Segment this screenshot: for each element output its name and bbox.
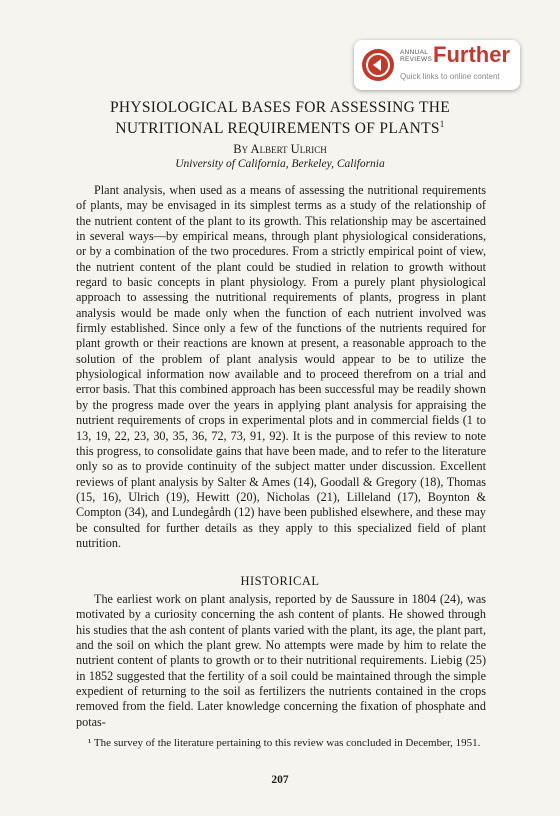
body-paragraph-2: The earliest work on plant analysis, reported by de Saussure in 1804 (24), was motivated by a curiosity concerning the ash content of plants. He showed through his studies that the ash content of plants varied with the plant, its age, the plant part, and the soil on which the plant grew. No attempts were made by him to relate the nutrient content of plants to growth or to their nutritional requirements. Liebig (25) in 1852 suggested that the fertility of a soil could be maintained through the simple expedient of returning to the soil as fertilizers the nutrients contained in the crops removed from the field. Later knowledge concerning the fixation of phosphate and potas- [76, 592, 486, 729]
badge-further-label: Further [433, 42, 510, 67]
title-footnote-mark: 1 [439, 119, 445, 129]
body-paragraph-1: Plant analysis, when used as a means of assessing the nutritional requirements of plants, may be envisaged in its simplest terms as a study of the relationship of the nutrient content of the plant to its growth. This relationship may be ascertained in several ways—by empirical means, through plant physiological considerations, or by a combination of the two procedures. From a strictly empirical point of view, the nutrient content of the plant could be studied in relation to growth without regard to basic concepts in plant physiology. From a purely plant physiological approach to assessing the nutritional requirements of plants, progress in plant analysis would be made only when the function of each nutrient involved was firmly established. Since only a few of the functions of the nutrients required for plant growth or their reactions are known at present, a reasonable approach to the solution of the problem of plant analysis would appear to be to utilize the physiological information now available and to proceed therefrom on a trial and error basis. That this combined approach has been successful may be readily shown by the progress made over the years in applying plant analysis for appraising the nutrient requirements of crops in experimental plots and in commercial fields (1 to 13, 19, 22, 23, 30, 35, 36, 72, 73, 91, 92). It is the purpose of this review to note this progress, to consolidate gains that have been made, and to refer to the literature only so as to provide continuity of the subject matter under discussion. Excellent reviews of plant analysis by Salter & Ames (14), Goodall & Gregory (18), Thomas (15, 16), Ulrich (19), Hewitt (20), Nicholas (21), Lilleland (17), Boynton & Compton (34), and Lundegårdh (12) have been published elsewhere, and these may be consulted for further details as they apply to this specialized field of plant nutrition. [76, 183, 486, 550]
badge-annual-reviews-label: ANNUAL REVIEWS [400, 49, 433, 63]
author-affiliation: University of California, Berkeley, California [175, 158, 385, 170]
title-line-1: PHYSIOLOGICAL BASES FOR ASSESSING THE [109, 99, 451, 116]
footnote: ¹ The survey of the literature pertaining to this review was concluded in December, 1951. [88, 737, 481, 749]
article-title [0, 99, 560, 137]
annual-reviews-further-badge[interactable] [354, 40, 520, 90]
page-number: 207 [271, 774, 289, 786]
author-name: By Albert Ulrich [233, 142, 327, 156]
badge-subtitle: Quick links to online content [400, 72, 500, 81]
section-heading: HISTORICAL [240, 574, 320, 588]
title-line-2: NUTRITIONAL REQUIREMENTS OF PLANTS [115, 120, 440, 138]
play-back-icon [362, 49, 394, 81]
title-line-2-wrap [0, 116, 560, 137]
